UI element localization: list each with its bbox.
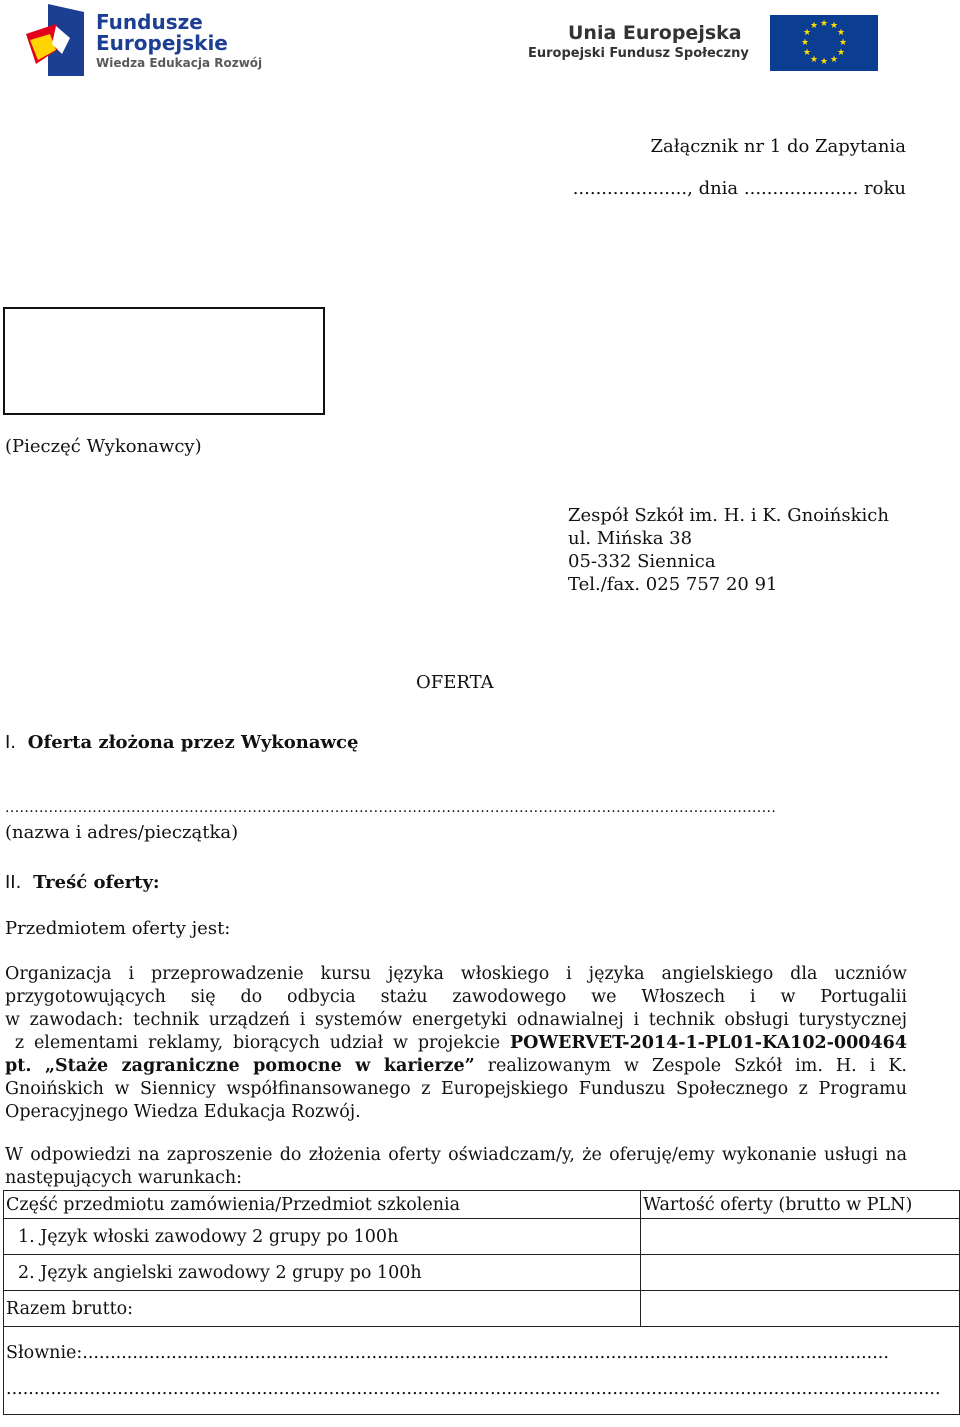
recipient-phone: Tel./fax. 025 757 20 91: [568, 574, 778, 595]
table-words-cell[interactable]: [4, 1327, 960, 1415]
svg-text:★: ★: [829, 21, 839, 31]
subject-line-7: Operacyjnego Wiedza Edukacja Rozwój.: [5, 1102, 361, 1122]
fe-logo-title: Fundusze Europejskie: [96, 10, 228, 55]
subject-line-2: przygotowujących się do odbycia stażu zawodowego we Włoszech i w Portugalii: [5, 987, 907, 1007]
table-row-value[interactable]: [641, 1219, 960, 1255]
pt-prefix: pt.: [5, 1056, 45, 1076]
subject-line-5-text: realizowanym w Zespole Szkół im. H. i K.: [474, 1056, 907, 1076]
svg-text:★: ★: [819, 57, 829, 67]
table-header-subject: Część przedmiotu zamówienia/Przedmiot szkolenia: [4, 1191, 641, 1219]
subject-line-3: w zawodach: technik urządzeń i systemów energetyki odnawialnej i technik obsługi turystycznej: [5, 1010, 907, 1030]
fundusze-europejskie-logo: [26, 4, 296, 76]
section-2-number: II.: [5, 872, 22, 893]
recipient-name: Zespół Szkół im. H. i K. Gnoińskich: [568, 505, 889, 526]
subject-intro: Przedmiotem oferty jest:: [5, 918, 231, 939]
offer-table: [3, 1190, 960, 1415]
response-line-1: W odpowiedzi na zaproszenie do złożenia oferty oświadczam/y, że oferuję/emy wykonanie usługi na: [5, 1145, 907, 1165]
svg-text:★: ★: [836, 48, 846, 58]
stamp-box: [3, 307, 325, 415]
table-row-label: 2. Język angielski zawodowy 2 grupy po 100h: [4, 1255, 641, 1291]
ue-logo-subtitle: Europejski Fundusz Społeczny: [528, 46, 749, 61]
svg-text:★: ★: [802, 28, 812, 38]
table-row: [4, 1219, 960, 1255]
section-2-title: Treść oferty:: [33, 872, 160, 893]
project-name: „Staże zagraniczne pomocne w karierze”: [44, 1056, 475, 1076]
recipient-street: ul. Mińska 38: [568, 528, 693, 549]
words-label: Słownie:.................................................................................................................................................: [6, 1343, 889, 1363]
section-1-number: I.: [5, 732, 17, 753]
response-line-2: następujących warunkach:: [5, 1168, 243, 1188]
stamp-label: (Pieczęć Wykonawcy): [5, 436, 202, 457]
table-row-value[interactable]: [641, 1255, 960, 1291]
words-dots: ........................................................................................................................................................................: [6, 1379, 941, 1399]
subject-line-5: [5, 1055, 907, 1078]
response-paragraph: [5, 1144, 907, 1190]
table-words-row: [4, 1327, 960, 1415]
section-1-heading: [5, 732, 358, 753]
recipient-address: [568, 504, 889, 596]
svg-text:★: ★: [800, 38, 810, 48]
subject-line-4: [5, 1032, 907, 1055]
fe-logo-subtitle: Wiedza Edukacja Rozwój: [96, 56, 263, 70]
table-total-value[interactable]: [641, 1291, 960, 1327]
svg-text:★: ★: [809, 55, 819, 65]
subject-line-4-text: z elementami reklamy, biorących udział w projekcie: [5, 1033, 510, 1053]
bidder-dots: ...............................................................................................................................................................: [5, 800, 777, 816]
svg-text:★: ★: [838, 38, 848, 48]
unia-europejska-logo: [528, 14, 880, 72]
table-row: [4, 1255, 960, 1291]
date-line: ...................., dnia .................... roku: [572, 178, 906, 199]
recipient-city: 05-332 Siennica: [568, 551, 716, 572]
table-header-row: [4, 1191, 960, 1219]
subject-paragraph: [5, 963, 907, 1124]
eu-flag-icon: [770, 15, 878, 71]
section-1-title: Oferta złożona przez Wykonawcę: [27, 732, 359, 753]
svg-text:★: ★: [836, 28, 846, 38]
table-total-row: [4, 1291, 960, 1327]
subject-line-1: Organizacja i przeprowadzenie kursu języka włoskiego i języka angielskiego dla uczniów: [5, 964, 907, 984]
svg-text:★: ★: [819, 19, 829, 29]
project-code: POWERVET-2014-1-PL01-KA102-000464: [509, 1033, 907, 1053]
bidder-caption: (nazwa i adres/pieczątka): [5, 822, 239, 843]
table-total-label: Razem brutto:: [4, 1291, 641, 1327]
annex-label: Załącznik nr 1 do Zapytania: [650, 136, 906, 157]
ue-logo-title: Unia Europejska: [568, 22, 742, 44]
table-row-label: 1. Język włoski zawodowy 2 grupy po 100h: [4, 1219, 641, 1255]
page-title: OFERTA: [416, 672, 494, 693]
section-2-heading: [5, 872, 160, 893]
table-header-value: Wartość oferty (brutto w PLN): [641, 1191, 960, 1219]
svg-text:★: ★: [802, 48, 812, 58]
fe-star-icon: [26, 4, 84, 76]
subject-line-6: Gnoińskich w Siennicy współfinansowanego z Europejskiego Funduszu Społecznego z Programu: [5, 1079, 907, 1099]
svg-text:★: ★: [829, 55, 839, 65]
svg-text:★: ★: [809, 21, 819, 31]
